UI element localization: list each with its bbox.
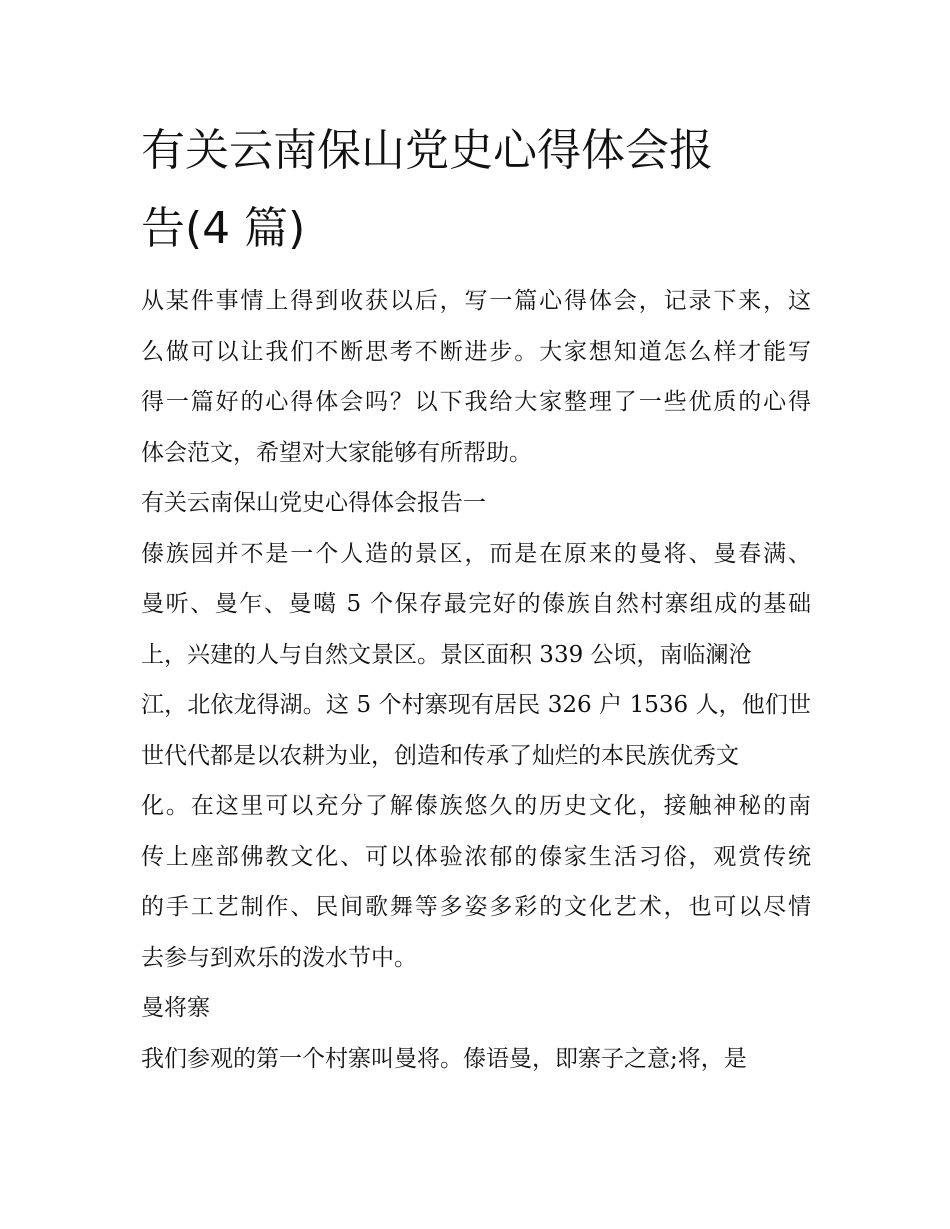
intro-line: 从某件事情上得到收获以后，写一篇心得体会，记录下来，这 (141, 288, 811, 314)
section1-line: 的手工艺制作、民间歌舞等多姿多彩的文化艺术，也可以尽情 (141, 894, 811, 920)
section1-line: 世代代都是以农耕为业，创造和传承了灿烂的本民族优秀文 (141, 742, 739, 769)
section1-line: 上，兴建的人与自然文景区。景区面积 339 公顷，南临澜沧 (141, 641, 752, 668)
document-body (141, 112, 811, 1084)
title-line-2: 告(4 篇) (141, 203, 306, 254)
section2-line: 我们参观的第一个村寨叫曼将。傣语曼，即寨子之意;将，是 (141, 1045, 747, 1072)
section1-paragraph (141, 529, 811, 984)
intro-line: 得一篇好的心得体会吗？以下我给大家整理了一些优质的心得 (141, 389, 811, 415)
section-heading-2: 曼将寨 (141, 995, 210, 1021)
section-heading-1: 有关云南保山党史心得体会报告一 (141, 490, 486, 516)
section1-line: 化。在这里可以充分了解傣族悠久的历史文化，接触神秘的南 (141, 793, 811, 819)
section1-line: 去参与到欢乐的泼水节中。 (141, 944, 417, 971)
section1-line: 傣族园并不是一个人造的景区，而是在原来的曼将、曼春满、 (141, 540, 811, 567)
section1-line: 江，北依龙得湖。这 5 个村寨现有居民 326 户 1536 人，他们世 (141, 692, 811, 718)
section1-line: 传上座部佛教文化、可以体验浓郁的傣家生活习俗，观赏传统 (141, 843, 811, 870)
intro-paragraph (141, 276, 811, 478)
intro-line: 么做可以让我们不断思考不断进步。大家想知道怎么样才能写 (141, 338, 811, 365)
title-line-1: 有关云南保山党史心得体会报 (141, 125, 713, 176)
document-title (141, 112, 811, 268)
intro-line: 体会范文，希望对大家能够有所帮助。 (141, 439, 532, 466)
section1-line: 曼听、曼乍、曼噶 5 个保存最完好的傣族自然村寨组成的基础 (141, 591, 811, 617)
section2-paragraph (141, 1034, 811, 1085)
